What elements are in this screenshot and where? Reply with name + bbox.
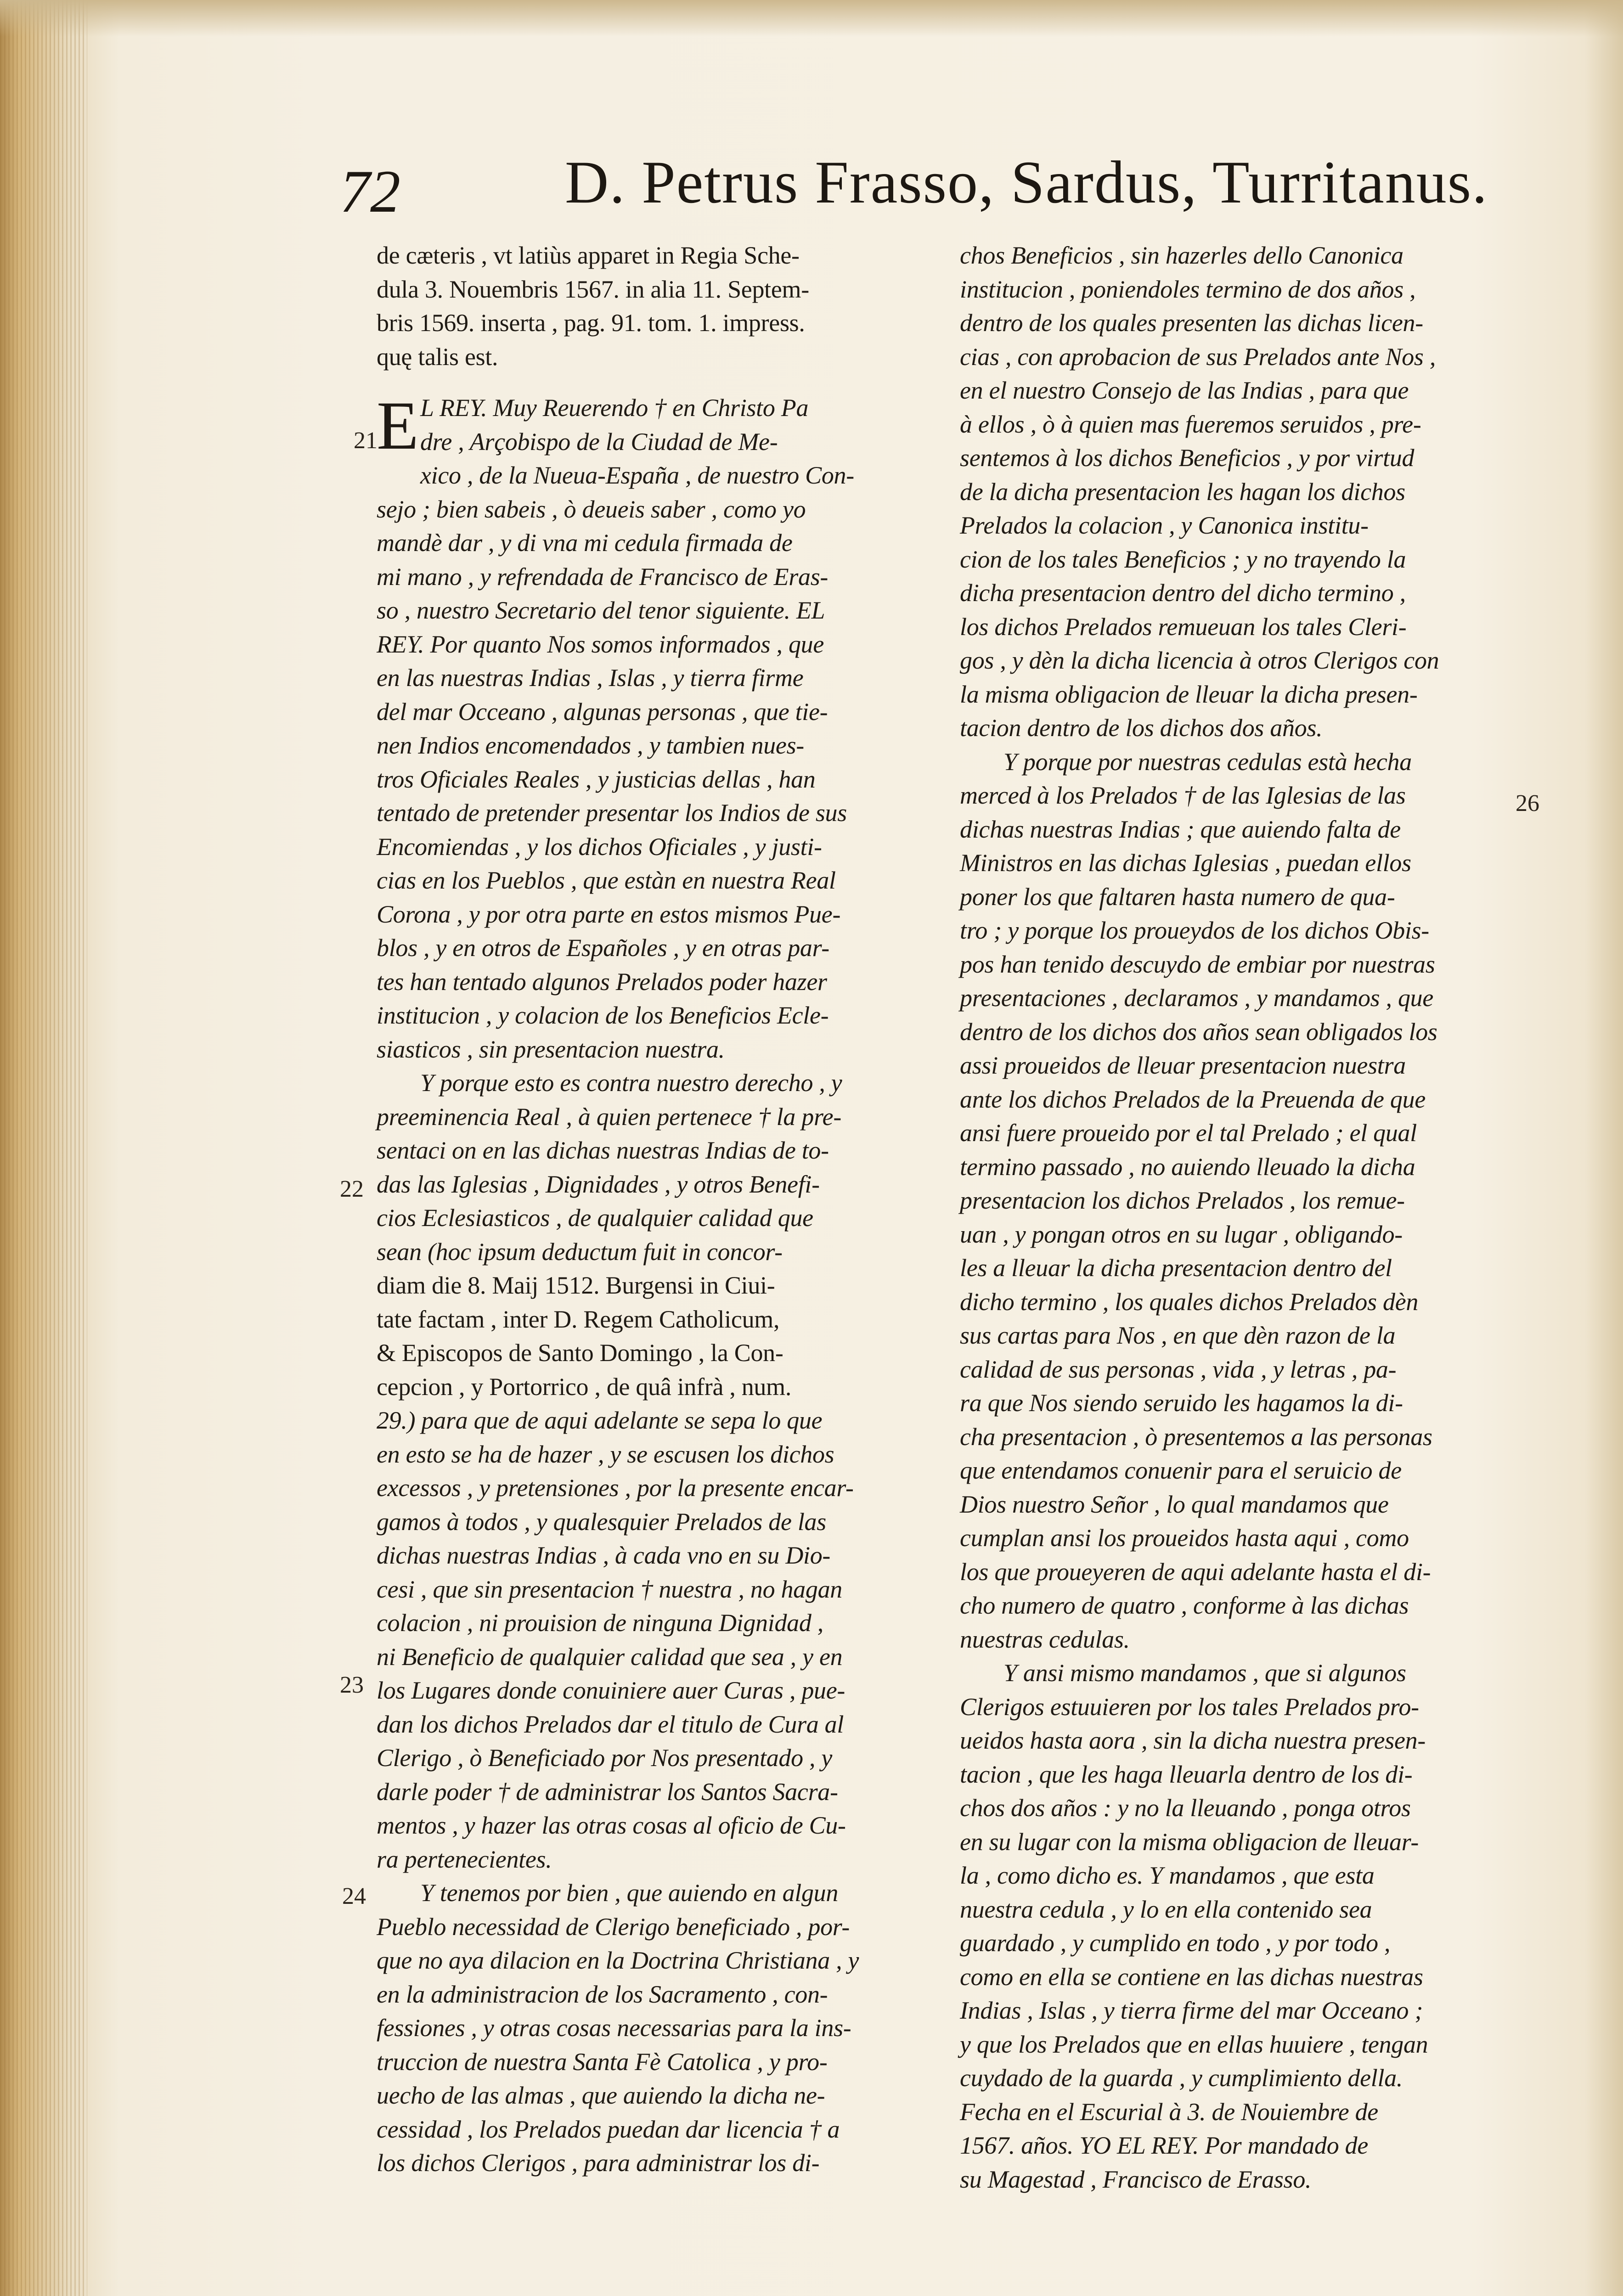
text-line: cesi , que sin presentacion † nuestra , no hagan xyxy=(377,1575,842,1603)
text-line: dre , Arçobispo de la Ciudad de Me- xyxy=(420,428,778,456)
text-line: ni Beneficio de qualquier calidad que sea , y en xyxy=(377,1643,843,1671)
text-line: Clerigos estuuieren por los tales Prelados pro- xyxy=(960,1693,1419,1721)
text-line: REY. Por quanto Nos somos informados , que xyxy=(377,630,824,658)
text-line: que no aya dilacion en la Doctrina Christiana , y xyxy=(377,1947,859,1974)
margin-number: 22 xyxy=(340,1176,364,1202)
text-line: uecho de las almas , que auiendo la dicha ne- xyxy=(377,2082,825,2109)
text-line: & Episcopos de Santo Domingo , la Con- xyxy=(377,1339,783,1367)
text-line: en la administracion de los Sacramento , con- xyxy=(377,1980,828,2008)
text-line: so , nuestro Secretario del tenor siguiente. EL xyxy=(377,597,825,624)
text-line: dan los dichos Prelados dar el titulo de Cura al xyxy=(377,1710,844,1738)
text-line: poner los que faltaren hasta numero de qua- xyxy=(960,883,1395,911)
text-line: sentemos à los dichos Beneficios , y por virtud xyxy=(960,444,1414,472)
left-column xyxy=(377,239,932,2180)
text-line: dentro de los dichos dos años sean obligados los xyxy=(960,1018,1437,1046)
text-line: ueidos hasta aora , sin la dicha nuestra presen- xyxy=(960,1727,1426,1754)
text-line: Y porque por nuestras cedulas està hecha xyxy=(1003,748,1412,776)
text-line: los Lugares donde conuiniere auer Curas , pue- xyxy=(377,1677,845,1704)
text-line: darle poder † de administrar los Santos Sacra- xyxy=(377,1778,838,1806)
page-fore-edge xyxy=(0,0,87,2296)
text-line: mandè dar , y di vna mi cedula firmada de xyxy=(377,529,793,557)
text-line: dula 3. Nouembris 1567. in alia 11. Septem- xyxy=(377,275,809,303)
text-line: tentado de pretender presentar los Indios de sus xyxy=(377,799,847,827)
text-line: cias en los Pueblos , que estàn en nuestra Real xyxy=(377,867,836,894)
text-line: Ministros en las dichas Iglesias , puedan ellos xyxy=(960,849,1411,877)
text-line: guardado , y cumplido en todo , y por todo , xyxy=(960,1929,1391,1957)
text-line: la , como dicho es. Y mandamos , que esta xyxy=(960,1862,1375,1889)
text-line: en su lugar con la misma obligacion de lleuar- xyxy=(960,1828,1419,1856)
text-line: mentos , y hazer las otras cosas al oficio de Cu- xyxy=(377,1812,846,1839)
paragraph xyxy=(377,1876,932,2180)
paragraph xyxy=(377,1066,932,1876)
text-line: los que proueyeren de aqui adelante hasta el di- xyxy=(960,1558,1431,1586)
text-line: nen Indios encomendados , y tambien nues- xyxy=(377,732,804,759)
margin-number: 24 xyxy=(342,1883,366,1909)
text-line: Prelados la colacion , y Canonica institu- xyxy=(960,512,1369,539)
text-line: cumplan ansi los proueidos hasta aqui , como xyxy=(960,1524,1409,1552)
text-line: uan , y pongan otros en su lugar , obligando- xyxy=(960,1220,1403,1248)
intro-paragraph xyxy=(377,239,932,374)
margin-number: 23 xyxy=(340,1672,364,1698)
text-line: ra pertenecientes. xyxy=(377,1845,552,1873)
running-title: D. Petrus Frasso, Sardus, Turritanus. xyxy=(565,148,1488,216)
text-line: de la dicha presentacion les hagan los dichos xyxy=(960,478,1405,506)
text-line: de cæteris , vt latiùs apparet in Regia Sche- xyxy=(377,242,800,269)
text-line: que entendamos conuenir para el seruicio de xyxy=(960,1457,1402,1484)
text-line: Fecha en el Escurial à 3. de Nouiembre de xyxy=(960,2098,1378,2126)
text-line: como en ella se contiene en las dichas nuestras xyxy=(960,1963,1423,1991)
text-line: cios Eclesiasticos , de qualquier calidad que xyxy=(377,1204,813,1232)
text-line: dichas nuestras Indias , à cada vno en su Dio- xyxy=(377,1542,831,1569)
text-line: ansi fuere proueido por el tal Prelado ; el qual xyxy=(960,1119,1417,1147)
text-line: Pueblo necessidad de Clerigo beneficiado , por- xyxy=(377,1913,850,1941)
text-line: los dichos Clerigos , para administrar los di- xyxy=(377,2149,820,2177)
right-column xyxy=(960,239,1520,2196)
text-line: mi mano , y refrendada de Francisco de Eras- xyxy=(377,563,828,591)
text-line: sejo ; bien sabeis , ò deueis saber , como yo xyxy=(377,495,806,523)
text-line: presentacion los dichos Prelados , los remue- xyxy=(960,1187,1405,1214)
text-line: sean (hoc ipsum deductum fuit in concor- xyxy=(377,1238,783,1266)
text-line: das las Iglesias , Dignidades , y otros Benefi- xyxy=(377,1170,820,1198)
text-line: quę talis est. xyxy=(377,343,498,371)
text-line: dichas nuestras Indias ; que auiendo falta de xyxy=(960,815,1401,843)
text-line: dentro de los quales presenten las dichas licen- xyxy=(960,309,1423,337)
text-line: en esto se ha de hazer , y se escusen los dichos xyxy=(377,1440,834,1468)
text-line: blos , y en otros de Españoles , y en otras par- xyxy=(377,934,829,962)
text-line: chos Beneficios , sin hazerles dello Canonica xyxy=(960,242,1403,269)
text-line: merced à los Prelados † de las Iglesias de las xyxy=(960,782,1406,809)
text-line: nuestra cedula , y lo en ella contenido sea xyxy=(960,1895,1372,1923)
text-line: xico , de la Nueua-España , de nuestro Con- xyxy=(420,461,854,489)
text-line: ante los dichos Prelados de la Preuenda de que xyxy=(960,1085,1426,1113)
text-line: y que los Prelados que en ellas huuiere , tengan xyxy=(960,2030,1428,2058)
text-line: en las nuestras Indias , Islas , y tierra firme xyxy=(377,664,804,692)
text-line: institucion , y colacion de los Beneficios Ecle- xyxy=(377,1002,829,1029)
text-line: pos han tenido descuydo de embiar por nuestras xyxy=(960,950,1435,978)
text-line: L REY. Muy Reuerendo † en Christo Pa xyxy=(420,394,809,422)
text-line: colacion , ni prouision de ninguna Dignidad , xyxy=(377,1609,823,1637)
text-line: dicha presentacion dentro del dicho termino , xyxy=(960,579,1406,607)
text-line: bris 1569. inserta , pag. 91. tom. 1. impress. xyxy=(377,309,805,337)
text-line: Y tenemos por bien , que auiendo en algun xyxy=(420,1879,839,1907)
text-line: calidad de sus personas , vida , y letras , pa- xyxy=(960,1355,1397,1383)
royal-cedula-paragraph xyxy=(377,388,932,1066)
paragraph xyxy=(960,1656,1520,2196)
text-line: presentaciones , declaramos , y mandamos , que xyxy=(960,984,1434,1012)
page-top-shadow xyxy=(0,0,1623,37)
text-line: los dichos Prelados remueuan los tales Cleri- xyxy=(960,613,1407,641)
text-line: fessiones , y otras cosas necessarias para la ins- xyxy=(377,2014,851,2042)
text-line: Y porque esto es contra nuestro derecho , y xyxy=(420,1069,842,1097)
text-line: sus cartas para Nos , en que dèn razon de la xyxy=(960,1322,1396,1349)
text-line: tacion dentro de los dichos dos años. xyxy=(960,714,1323,742)
text-line: la misma obligacion de lleuar la dicha presen- xyxy=(960,680,1418,708)
text-line: tros Oficiales Reales , y justicias dellas , han xyxy=(377,765,816,793)
text-line: Encomiendas , y los dichos Oficiales , y justi- xyxy=(377,833,822,861)
text-line: gamos à todos , y qualesquier Prelados de las xyxy=(377,1508,826,1536)
margin-number: 26 xyxy=(1516,790,1539,816)
drop-cap: E xyxy=(377,388,419,464)
text-line: tate factam , inter D. Regem Catholicum, xyxy=(377,1305,780,1333)
text-line: cessidad , los Prelados puedan dar licencia † a xyxy=(377,2115,840,2143)
page-number: 72 xyxy=(340,158,400,225)
text-line: cias , con aprobacion de sus Prelados ante Nos , xyxy=(960,343,1436,371)
text-line: ra que Nos siendo seruido les hagamos la di- xyxy=(960,1389,1403,1417)
text-line: tes han tentado algunos Prelados poder hazer xyxy=(377,968,827,996)
text-line: 29.) para que de aqui adelante se sepa lo que xyxy=(377,1407,823,1434)
text-line: cuydado de la guarda , y cumplimiento della. xyxy=(960,2064,1403,2092)
text-line: cion de los tales Beneficios ; y no trayendo la xyxy=(960,545,1406,573)
text-line: tro ; y porque los proueydos de los dichos Obis- xyxy=(960,917,1429,944)
text-line: les a lleuar la dicha presentacion dentro del xyxy=(960,1254,1392,1282)
text-line: Corona , y por otra parte en estos mismos Pue- xyxy=(377,900,841,928)
text-line: excessos , y pretensiones , por la presente encar- xyxy=(377,1474,854,1502)
paragraph xyxy=(960,239,1520,745)
text-line: tacion , que les haga lleuarla dentro de los di- xyxy=(960,1760,1413,1788)
text-line: chos dos años : y no la lleuando , ponga otros xyxy=(960,1794,1411,1822)
paragraph xyxy=(960,745,1520,1657)
text-line: Clerigo , ò Beneficiado por Nos presentado , y xyxy=(377,1744,833,1772)
text-line: preeminencia Real , à quien pertenece † la pre- xyxy=(377,1103,842,1131)
text-line: siasticos , sin presentacion nuestra. xyxy=(377,1035,725,1063)
text-line: truccion de nuestra Santa Fè Catolica , y pro- xyxy=(377,2048,828,2076)
text-line: dicho termino , los quales dichos Prelados dèn xyxy=(960,1288,1419,1316)
text-line: termino passado , no auiendo lleuado la dicha xyxy=(960,1153,1415,1181)
text-line: su Magestad , Francisco de Erasso. xyxy=(960,2165,1312,2193)
text-line: 1567. años. YO EL REY. Por mandado de xyxy=(960,2132,1368,2159)
margin-number: 21 xyxy=(354,428,378,454)
text-line: cha presentacion , ò presentemos a las personas xyxy=(960,1423,1432,1451)
text-line: del mar Occeano , algunas personas , que tie- xyxy=(377,698,828,726)
text-line: cho numero de quatro , conforme à las dichas xyxy=(960,1592,1409,1619)
text-line: à ellos , ò à quien mas fueremos seruidos , pre- xyxy=(960,410,1421,438)
text-line: en el nuestro Consejo de las Indias , para que xyxy=(960,377,1409,404)
text-line: sentaci on en las dichas nuestras Indias de to- xyxy=(377,1137,829,1164)
text-line: institucion , poniendoles termino de dos años , xyxy=(960,275,1416,303)
text-line: assi proueidos de lleuar presentacion nuestra xyxy=(960,1052,1406,1079)
text-line: diam die 8. Maij 1512. Burgensi in Ciui- xyxy=(377,1272,775,1299)
text-line: cepcion , y Portorrico , de quâ infrà , num. xyxy=(377,1373,792,1401)
text-line: gos , y dèn la dicha licencia à otros Clerigos con xyxy=(960,647,1439,674)
text-line: nuestras cedulas. xyxy=(960,1625,1130,1653)
text-line: Y ansi mismo mandamos , que si algunos xyxy=(1003,1659,1406,1687)
text-line: Indias , Islas , y tierra firme del mar Occeano ; xyxy=(960,1997,1423,2024)
text-line: Dios nuestro Señor , lo qual mandamos que xyxy=(960,1490,1389,1518)
